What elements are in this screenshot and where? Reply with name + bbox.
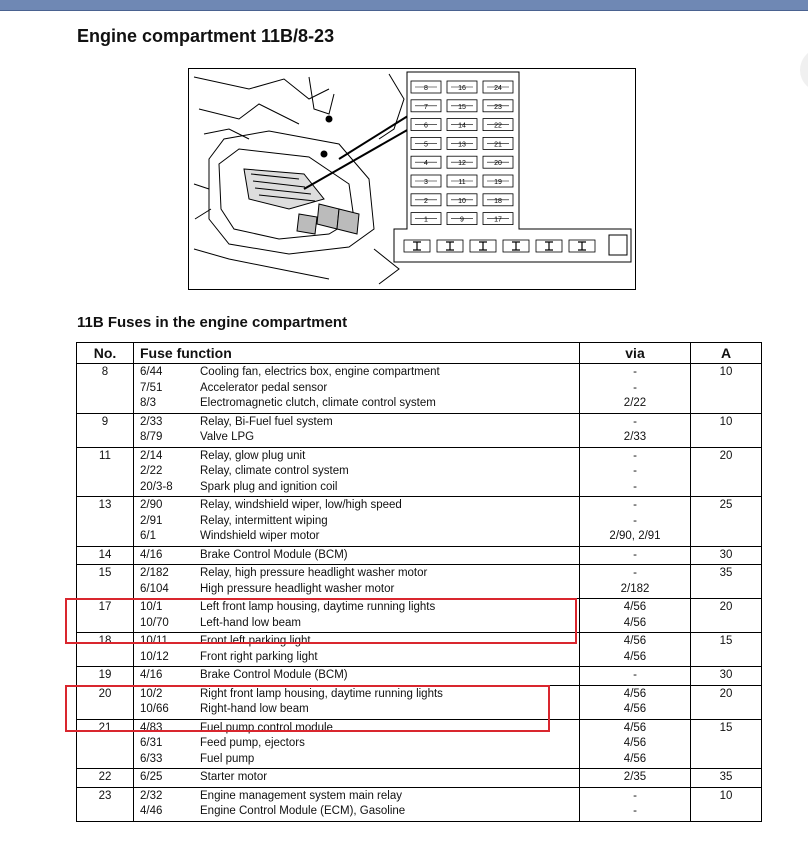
function-line: [140, 381, 573, 397]
column-header-amp: A: [691, 343, 762, 364]
function-text: Fuel pump control module: [200, 721, 333, 734]
amperage: 20: [691, 685, 762, 719]
via-value: -: [633, 669, 637, 681]
fuse-number: 13: [77, 497, 134, 547]
function-text: Fuel pump: [200, 752, 255, 765]
fuse-function-cell: [134, 787, 580, 821]
function-line: [140, 415, 573, 431]
function-line: [140, 449, 573, 465]
column-header-function: Fuse function: [134, 343, 580, 364]
function-line: [140, 804, 573, 820]
fuse-slot-number: 20: [494, 160, 502, 168]
via-value: -: [633, 381, 637, 394]
component-code: 6/33: [140, 752, 163, 765]
fuse-slot-number: 15: [458, 103, 466, 111]
fuse-slot-number: 10: [458, 197, 466, 205]
via-value: 2/182: [620, 582, 650, 595]
via-cell: [580, 667, 691, 686]
via-value: -: [633, 449, 637, 462]
function-text: Brake Control Module (BCM): [200, 548, 348, 561]
fuse-number: 19: [77, 667, 134, 686]
component-code: 6/1: [140, 530, 156, 542]
fuse-number: 23: [77, 787, 134, 821]
function-line: [140, 582, 573, 598]
component-code: 8/3: [140, 397, 156, 409]
engine-sketch: [194, 74, 419, 284]
function-line: [140, 548, 573, 564]
table-row: [77, 447, 762, 497]
scroll-indicator[interactable]: [800, 48, 808, 92]
via-value: 4/56: [623, 752, 647, 765]
table-row: [77, 787, 762, 821]
fuse-number: 17: [77, 599, 134, 633]
via-cell: [580, 447, 691, 497]
via-value: 4/56: [623, 601, 647, 613]
fuse-slot-number: 7: [424, 103, 428, 111]
via-cell: [580, 769, 691, 788]
function-text: Front right parking light: [200, 650, 318, 663]
column-header-via: via: [580, 343, 691, 364]
table-row: [77, 667, 762, 686]
fuse-number: 22: [77, 769, 134, 788]
table-row: [77, 565, 762, 599]
component-code: 10/11: [140, 635, 168, 647]
fuse-function-cell: [134, 667, 580, 686]
function-text: Spark plug and ignition coil: [200, 480, 338, 493]
component-code: 10/66: [140, 703, 169, 715]
fuse-slot-number: 1: [424, 216, 428, 224]
page-title: Engine compartment 11B/8-23: [77, 26, 335, 46]
column-header-no: No.: [77, 343, 134, 364]
via-value: -: [633, 789, 637, 802]
function-text: High pressure headlight washer motor: [200, 582, 395, 595]
function-line: [140, 498, 573, 514]
table-row: [77, 546, 762, 565]
function-text: Relay, intermittent wiping: [200, 514, 328, 527]
amperage: 30: [691, 667, 762, 686]
via-value: 4/56: [623, 687, 647, 700]
amperage: 10: [691, 413, 762, 447]
via-value: -: [633, 548, 637, 561]
via-value: -: [633, 480, 637, 493]
highlight-box-fuse-20: [65, 685, 550, 732]
via-value: -: [633, 567, 637, 579]
function-text: Accelerator pedal sensor: [200, 381, 328, 394]
via-cell: [580, 685, 691, 719]
table-row: [77, 769, 762, 788]
window-top-bar: [0, 0, 808, 11]
fuse-number: 14: [77, 546, 134, 565]
fuse-table: [76, 342, 762, 822]
function-text: Brake Control Module (BCM): [200, 669, 348, 681]
fuse-slot-number: 2: [424, 197, 428, 205]
function-line: [140, 650, 573, 666]
amperage: 25: [691, 497, 762, 547]
via-value: 2/90, 2/91: [609, 530, 661, 542]
component-code: 2/14: [140, 449, 163, 462]
component-code: 10/1: [140, 601, 163, 613]
function-text: Engine Control Module (ECM), Gasoline: [200, 805, 406, 817]
function-text: Windshield wiper motor: [200, 530, 320, 542]
amperage: 10: [691, 364, 762, 414]
function-text: Starter motor: [200, 771, 268, 783]
function-text: Right-hand low beam: [200, 703, 309, 715]
function-line: [140, 770, 573, 786]
component-code: 20/3-8: [140, 480, 173, 493]
function-line: [140, 514, 573, 530]
fuse-slot-number: 19: [494, 179, 502, 186]
function-line: [140, 566, 573, 582]
fuse-box-drawing: [189, 69, 634, 288]
amperage: 10: [691, 787, 762, 821]
highlight-box-fuse-17: [65, 598, 577, 644]
via-value: 4/56: [623, 737, 647, 749]
function-line: [140, 480, 573, 496]
via-cell: [580, 787, 691, 821]
via-value: 4/56: [623, 721, 647, 734]
via-value: -: [633, 415, 637, 428]
function-text: Cooling fan, electrics box, engine compartment: [200, 366, 440, 378]
component-code: 6/44: [140, 366, 163, 378]
component-code: 4/16: [140, 548, 163, 561]
fuse-function-cell: [134, 447, 580, 497]
component-code: 2/91: [140, 514, 163, 527]
function-text: Feed pump, ejectors: [200, 737, 305, 749]
function-text: Right front lamp housing, daytime running lights: [200, 687, 443, 700]
fuse-number: 9: [77, 413, 134, 447]
function-text: Engine management system main relay: [200, 789, 402, 802]
via-cell: [580, 719, 691, 769]
fuse-number: 8: [77, 364, 134, 414]
via-cell: [580, 497, 691, 547]
fuse-number: 11: [77, 447, 134, 497]
amperage: 15: [691, 633, 762, 667]
fuse-number: 21: [77, 719, 134, 769]
component-code: 6/104: [140, 582, 169, 595]
fuse-number: 15: [77, 565, 134, 599]
via-value: 2/35: [623, 771, 647, 783]
fuse-slot-number: 4: [424, 160, 428, 168]
component-code: 10/12: [140, 650, 169, 663]
component-code: 2/33: [140, 415, 163, 428]
component-code: 6/25: [140, 771, 163, 783]
table-row: [77, 364, 762, 414]
fuse-function-cell: [134, 769, 580, 788]
via-cell: [580, 565, 691, 599]
function-text: Relay, Bi-Fuel fuel system: [200, 415, 333, 428]
function-text: Valve LPG: [200, 431, 255, 443]
component-code: 2/32: [140, 789, 163, 802]
via-value: 4/56: [623, 616, 647, 629]
via-value: 2/22: [623, 397, 647, 409]
via-value: 4/56: [623, 650, 647, 663]
function-line: [140, 464, 573, 480]
function-line: [140, 736, 573, 752]
table-row: [77, 497, 762, 547]
component-code: 2/182: [140, 567, 169, 579]
via-value: -: [633, 465, 637, 477]
fuse-slot-number: 14: [458, 122, 466, 130]
fuse-slot-number: 5: [424, 141, 428, 149]
function-text: Front left parking light: [200, 635, 311, 647]
function-line: [140, 752, 573, 768]
function-line: [140, 430, 573, 446]
fuse-slot-number: 18: [494, 197, 502, 205]
table-row: [77, 413, 762, 447]
amperage: 20: [691, 447, 762, 497]
component-code: 7/51: [140, 381, 163, 394]
via-value: -: [633, 805, 637, 817]
via-cell: [580, 364, 691, 414]
fuse-box-diagram: [188, 68, 636, 290]
fuse-slot-number: 11: [458, 179, 466, 186]
amperage: 30: [691, 546, 762, 565]
fuse-function-cell: [134, 546, 580, 565]
function-line: [140, 789, 573, 805]
fuse-slot-number: 16: [458, 85, 466, 92]
fuse-function-cell: [134, 497, 580, 547]
fuse-slot-number: 12: [458, 160, 466, 168]
fuse-slot-number: 22: [494, 122, 502, 130]
fuse-slot-number: 9: [460, 216, 464, 224]
function-text: Relay, high pressure headlight washer motor: [200, 567, 428, 579]
via-value: -: [633, 499, 637, 511]
function-line: [140, 396, 573, 412]
function-text: Left front lamp housing, daytime running lights: [200, 601, 436, 613]
fuse-number: 20: [77, 685, 134, 719]
component-code: 4/46: [140, 805, 163, 817]
component-code: 2/22: [140, 465, 163, 477]
fuse-slot-number: 17: [494, 216, 502, 224]
amperage: 35: [691, 565, 762, 599]
component-code: 4/83: [140, 721, 163, 734]
fuse-slot-number: 21: [494, 141, 502, 149]
function-line: [140, 529, 573, 545]
fuse-slot-number: 3: [424, 179, 428, 186]
via-value: 2/33: [623, 431, 647, 443]
via-value: -: [633, 366, 637, 378]
via-cell: [580, 599, 691, 633]
function-line: [140, 668, 573, 684]
amperage: 15: [691, 719, 762, 769]
amperage: 35: [691, 769, 762, 788]
fuse-function-cell: [134, 364, 580, 414]
via-value: 4/56: [623, 635, 647, 647]
fuse-slot-number: 24: [494, 85, 502, 92]
function-text: Left-hand low beam: [200, 616, 302, 629]
function-text: Electromagnetic clutch, climate control system: [200, 397, 436, 409]
via-value: -: [633, 514, 637, 527]
section-title: 11B Fuses in the engine compartment: [77, 314, 348, 331]
fuse-slot-number: 23: [494, 103, 502, 111]
via-cell: [580, 633, 691, 667]
fuse-slot-number: 8: [424, 85, 428, 92]
amperage: 20: [691, 599, 762, 633]
component-code: 8/79: [140, 431, 163, 443]
function-text: Relay, windshield wiper, low/high speed: [200, 499, 402, 511]
fuse-slot-number: 13: [458, 141, 466, 149]
component-code: 4/16: [140, 669, 163, 681]
relay-slot: [609, 235, 627, 255]
component-code: 10/70: [140, 616, 169, 629]
via-cell: [580, 413, 691, 447]
function-text: Relay, climate control system: [200, 465, 349, 477]
component-code: 2/90: [140, 499, 163, 511]
fuse-number: 18: [77, 633, 134, 667]
fuse-function-cell: [134, 565, 580, 599]
via-cell: [580, 546, 691, 565]
via-value: 4/56: [623, 703, 647, 715]
function-text: Relay, glow plug unit: [200, 449, 306, 462]
function-line: [140, 365, 573, 381]
component-code: 10/2: [140, 687, 163, 700]
fuse-function-cell: [134, 413, 580, 447]
fuse-slot-number: 6: [424, 122, 428, 130]
component-code: 6/31: [140, 737, 163, 749]
